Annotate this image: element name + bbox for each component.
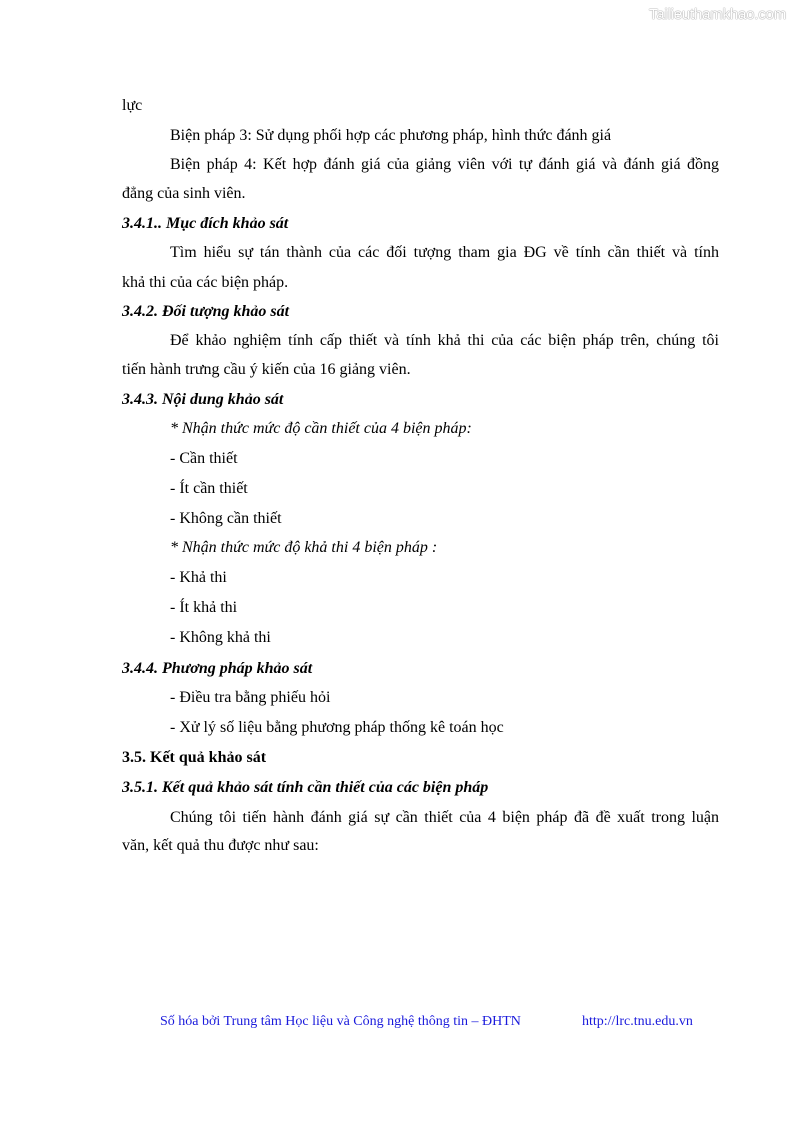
text-line: khả thi của các biện pháp. <box>122 274 289 291</box>
list-item: - Điều tra bằng phiếu hỏi <box>170 689 331 706</box>
list-item: - Ít cần thiết <box>170 480 248 497</box>
text-line: đẳng của sinh viên. <box>122 185 246 202</box>
footer-credit: Số hóa bởi Trung tâm Học liệu và Công nghệ thông tin – ĐHTN <box>160 1014 521 1029</box>
list-item: - Khả thi <box>170 569 227 586</box>
section-heading: 3.5. Kết quả khảo sát <box>122 749 267 766</box>
list-item: - Không khả thi <box>170 629 271 646</box>
text-line: tiến hành trưng cầu ý kiến của 16 giảng viên. <box>122 361 411 378</box>
list-item: - Cần thiết <box>170 450 238 467</box>
text-line: Tìm hiểu sự tán thành của các đối tượng tham gia ĐG về tính cần thiết và tính <box>170 244 719 261</box>
list-item: - Không cần thiết <box>170 510 282 527</box>
footer-link[interactable]: http://lrc.tnu.edu.vn <box>582 1014 693 1029</box>
list-item: - Ít khả thi <box>170 599 238 616</box>
section-heading: 3.5.1. Kết quả khảo sát tính cần thiết của các biện pháp <box>122 779 489 796</box>
text-line: văn, kết quả thu được như sau: <box>122 837 319 854</box>
section-heading: 3.4.2. Đối tượng khảo sát <box>122 303 290 320</box>
text-line: * Nhận thức mức độ cần thiết của 4 biện pháp: <box>170 420 472 437</box>
watermark: Tailieuthamkhao.com <box>648 6 786 23</box>
text-line: Để khảo nghiệm tính cấp thiết và tính khả thi của các biện pháp trên, chúng tôi <box>170 332 719 349</box>
text-line: lực <box>122 97 143 114</box>
text-line: Chúng tôi tiến hành đánh giá sự cần thiết của 4 biện pháp đã đề xuất trong luận <box>170 809 719 826</box>
section-heading: 3.4.1.. Mục đích khảo sát <box>122 215 289 232</box>
text-line: Biện pháp 4: Kết hợp đánh giá của giảng viên với tự đánh giá và đánh giá đồng <box>170 156 719 173</box>
section-heading: 3.4.3. Nội dung khảo sát <box>122 391 284 408</box>
list-item: - Xử lý số liệu bằng phương pháp thống kê toán học <box>170 719 504 736</box>
footer <box>160 1013 700 1031</box>
text-line: Biện pháp 3: Sử dụng phối hợp các phương pháp, hình thức đánh giá <box>170 127 612 144</box>
text-line: * Nhận thức mức độ khả thi 4 biện pháp : <box>170 539 438 556</box>
section-heading: 3.4.4. Phương pháp khảo sát <box>122 660 313 677</box>
